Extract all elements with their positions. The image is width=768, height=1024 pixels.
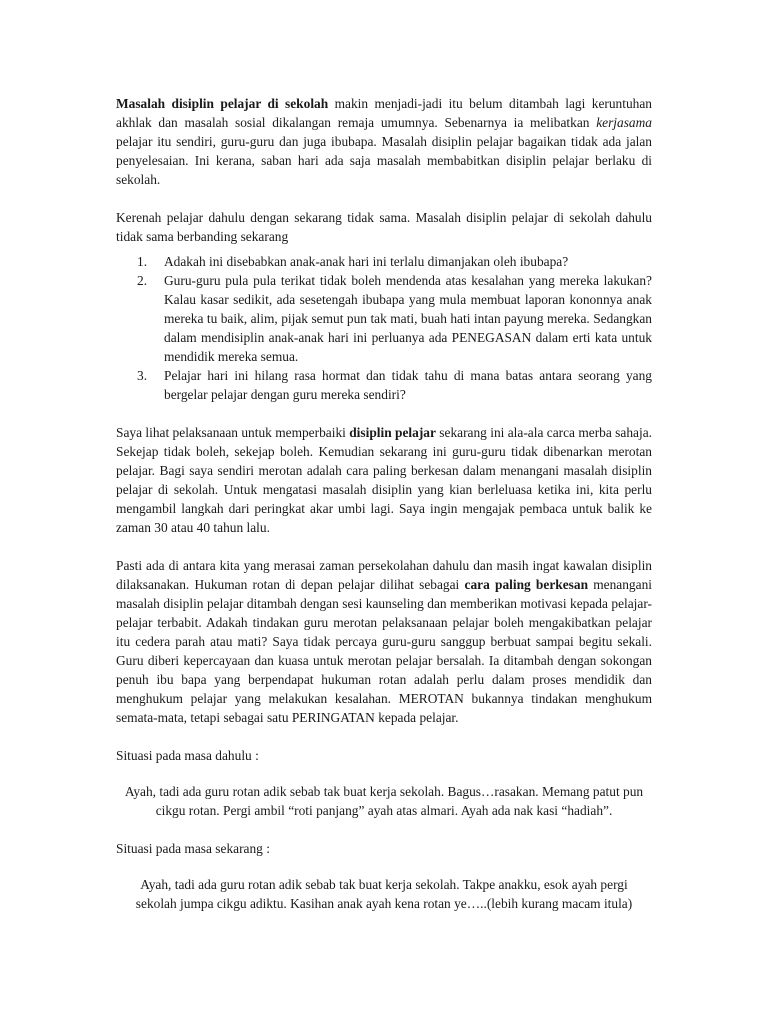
past-era-bold-phrase: cara paling berkesan <box>464 577 589 592</box>
list-number: 2. <box>137 273 148 288</box>
list-item-text: Guru-guru pula pula terikat tidak boleh mendenda atas kesalahan yang mereka lakukan? Kalau kasar sedikit, ada sesetengah ibubapa yang mula membuat laporan kononnya anak mereka tu baik, alim, pijak semut pun tak mati, buah hati intan payung mereka. Sedangkan dalam mendisiplin anak-anak hari ini perluanya ada PENEGASAN dalam erti kata untuk mendidik mereka semua. <box>164 273 652 364</box>
paragraph-implementation <box>116 423 652 537</box>
numbered-list <box>116 252 652 404</box>
list-item <box>116 252 652 271</box>
list-number: 1. <box>137 254 148 269</box>
paragraph-intro <box>116 94 652 189</box>
list-item <box>116 271 652 366</box>
list-item-text: Adakah ini disebabkan anak-anak hari ini terlalu dimanjakan oleh ibubapa? <box>164 254 569 269</box>
list-item-text: Pelajar hari ini hilang rasa hormat dan tidak tahu di mana batas antara seorang yang bergelar pelajar dengan guru mereka sendiri? <box>164 368 652 402</box>
implementation-text-2: sekarang ini ala-ala carca merba sahaja. Sekejap tidak boleh, sekejap boleh. Kemudian sekarang ini guru-guru tidak dibenarkan merotan pelajar. Bagi saya sendiri merotan adalah cara paling berkesan dalam menangani masalah disiplin pelajar di sekolah. Untuk mengatasi masalah disiplin yang kian berleluasa ketika ini, kita perlu mengambil langkah dari peringkat akar umbi lagi. Saya ingin mengajak pembaca untuk balik ke zaman 30 atau 40 tahun lalu. <box>116 425 652 535</box>
intro-bold-phrase: Masalah disiplin pelajar di sekolah <box>116 96 329 111</box>
past-era-text-1: Pasti ada di antara kita yang merasai zaman persekolahan dahulu dan masih ingat kawalan disiplin dilaksanakan. Hukuman rotan di depan pelajar dilihat sebagai <box>116 558 652 592</box>
list-number: 3. <box>137 368 148 383</box>
intro-text-1: makin menjadi-jadi itu belum ditambah lagi keruntuhan akhlak dan masalah sosial dikalangan remaja umumnya. Sebenarnya ia melibatkan <box>116 96 652 130</box>
past-era-text-2: menangani masalah disiplin pelajar ditambah dengan sesi kaunseling dan memberikan motivasi kepada pelajar-pelajar terbabit. Adakah tindakan guru merotan pelaksanaan pelajar boleh mengakibatkan pelajar itu cedera parah atau mati? Saya tidak percaya guru-guru sanggup berbuat sampai begitu sekali. Guru diberi kepercayaan dan kuasa untuk merotan pelajar bersalah. Ia ditambah dengan sokongan penuh ibu bapa yang berpendapat hukuman rotan adalah perlu dalam proses mendidik dan menghukum pelajar yang melakukan kesalahan. MEROTAN bukannya tindakan menghukum semata-mata, tetapi sebagai satu PERINGATAN kepada pelajar. <box>116 577 652 725</box>
intro-italic-word: kerjasama <box>596 115 652 130</box>
implementation-text-1: Saya lihat pelaksanaan untuk memperbaiki <box>116 425 350 440</box>
paragraph-comparison: Kerenah pelajar dahulu dengan sekarang tidak sama. Masalah disiplin pelajar di sekolah dahulu tidak sama berbanding sekarang <box>116 210 652 244</box>
paragraph-past-era <box>116 556 652 727</box>
situation-past-label: Situasi pada masa dahulu : <box>116 748 259 763</box>
situation-present-quote: Ayah, tadi ada guru rotan adik sebab tak buat kerja sekolah. Takpe anakku, esok ayah pergi sekolah jumpa cikgu adiktu. Kasihan anak ayah kena rotan ye…..(lebih kurang macam itula) <box>135 877 633 911</box>
list-item <box>116 366 652 404</box>
implementation-bold-phrase: disiplin pelajar <box>349 425 436 440</box>
situation-present-label: Situasi pada masa sekarang : <box>116 841 270 856</box>
situation-past-quote: Ayah, tadi ada guru rotan adik sebab tak buat kerja sekolah. Bagus…rasakan. Memang patut pun cikgu rotan. Pergi ambil “roti panjang” ayah atas almari. Ayah ada nak kasi “hadiah”. <box>124 784 644 818</box>
intro-text-2: pelajar itu sendiri, guru-guru dan juga ibubapa. Masalah disiplin pelajar bagaikan tidak ada jalan penyelesaian. Ini kerana, saban hari ada saja masalah membabitkan disiplin pelajar berlaku di sekolah. <box>116 134 652 187</box>
